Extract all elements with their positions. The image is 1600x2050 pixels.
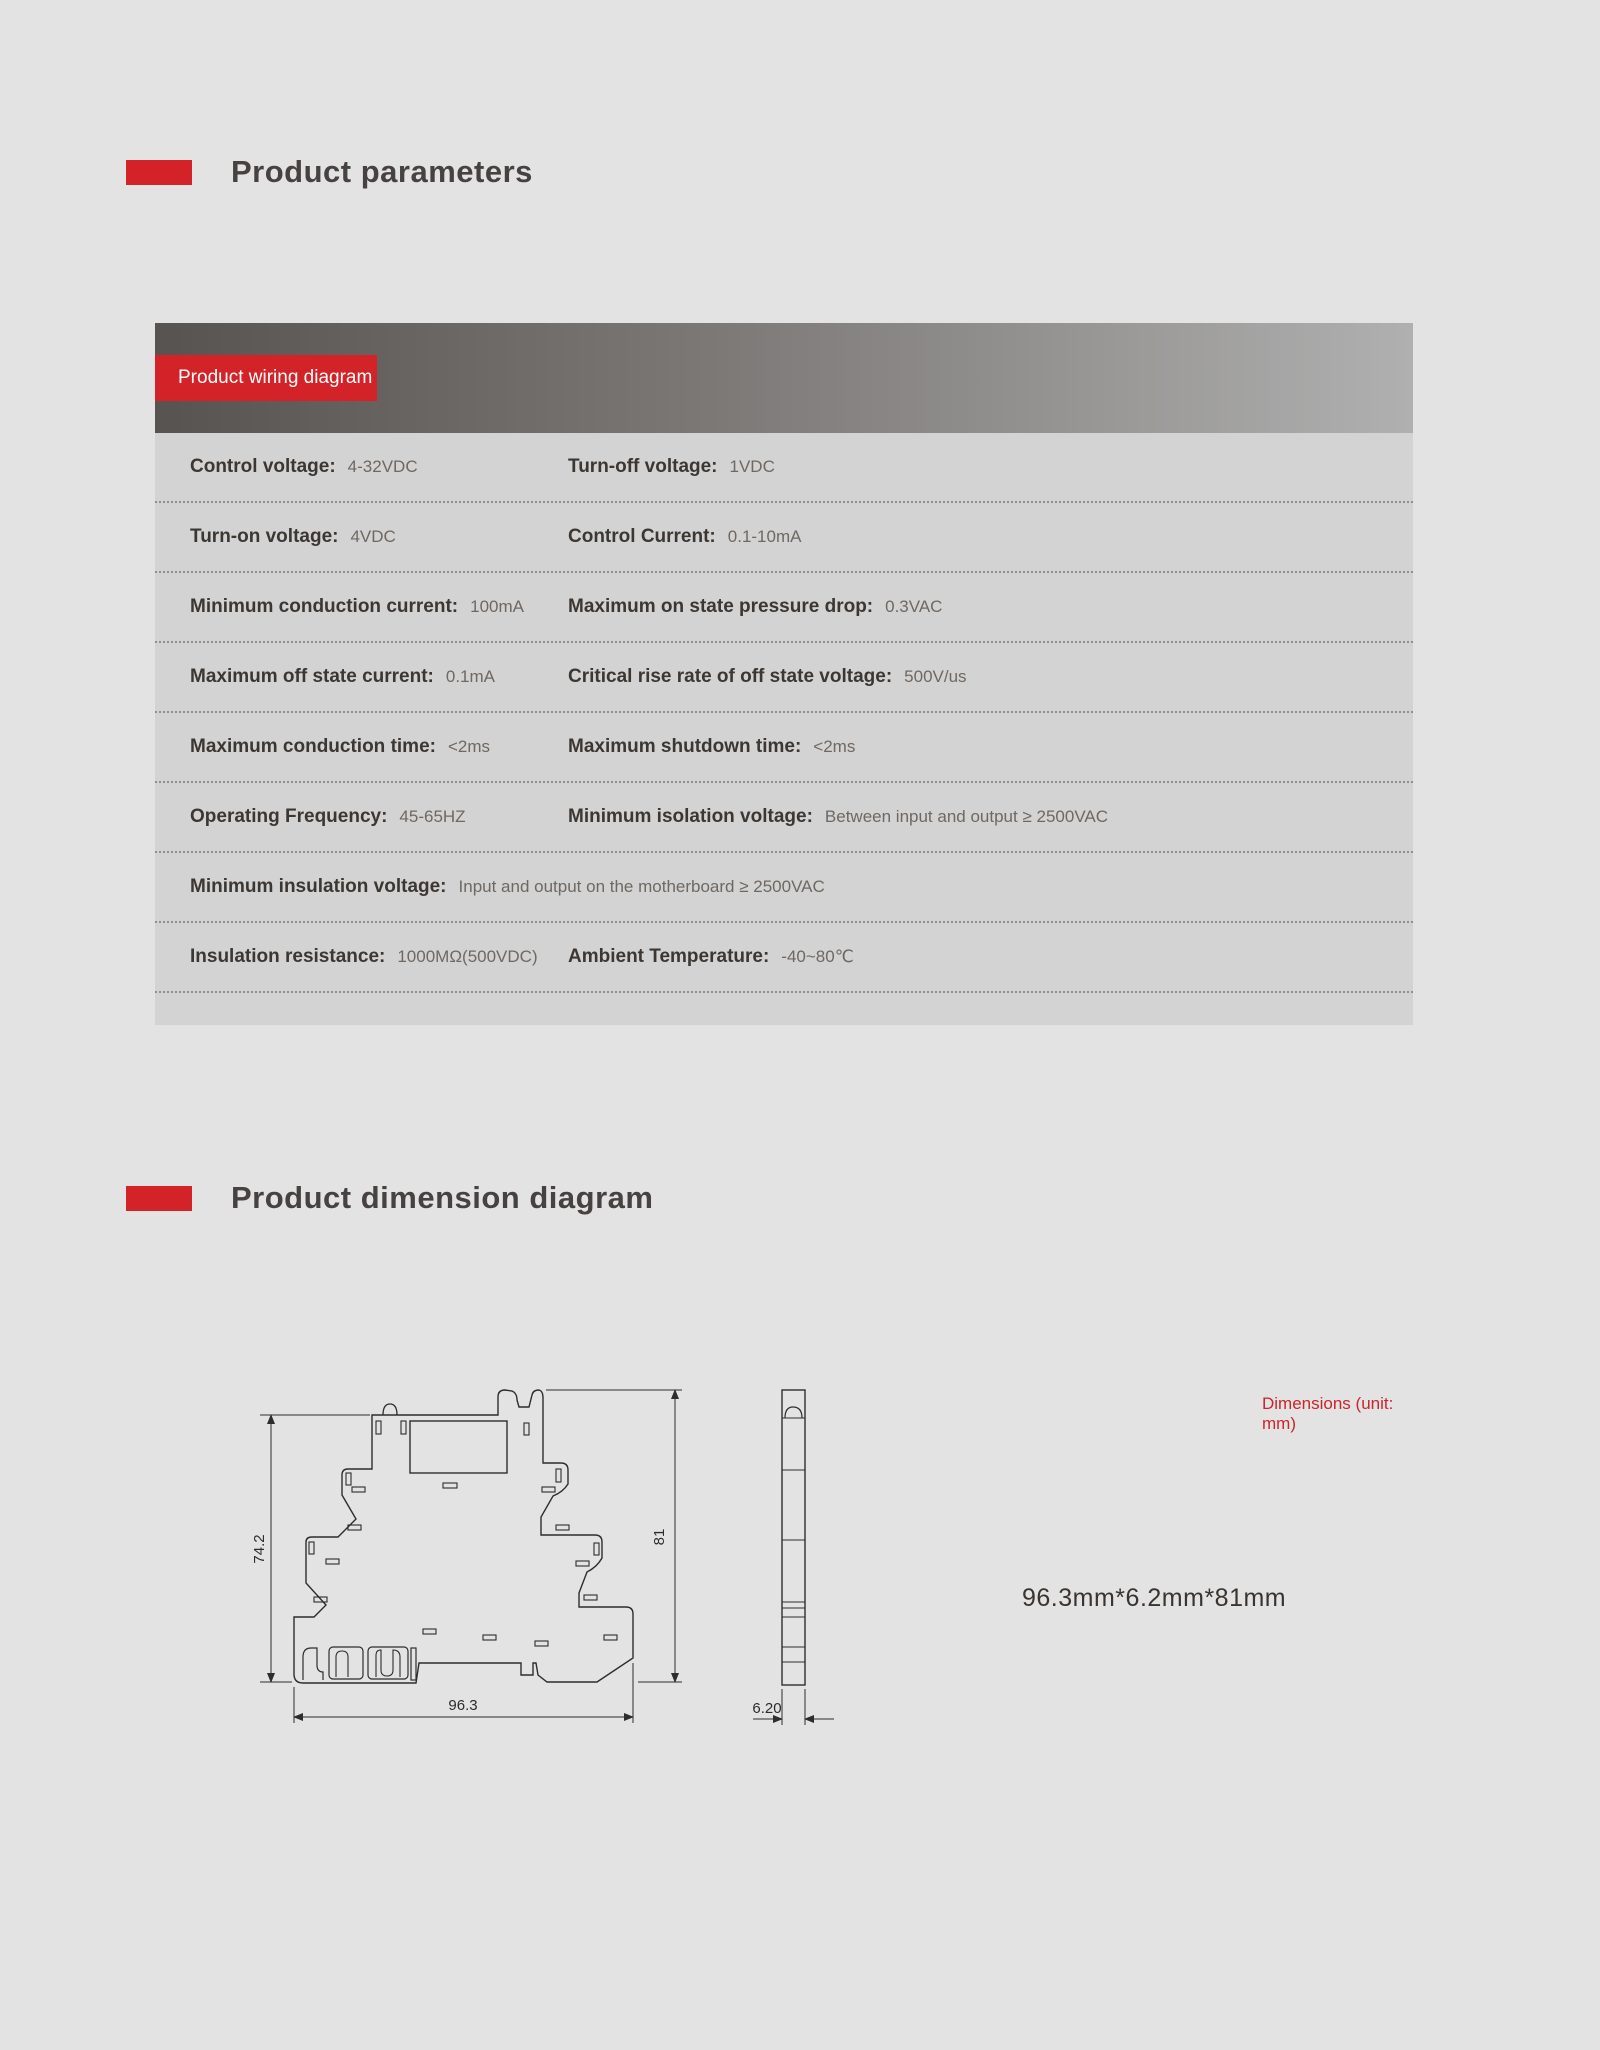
param-row [155, 503, 1413, 573]
parameters-section-heading [126, 154, 533, 190]
param-value: <2ms [447, 737, 491, 756]
param-label: Critical rise rate of off state voltage: [568, 666, 893, 687]
param-value: Input and output on the motherboard ≥ 2500VAC [458, 877, 825, 896]
param-value: 1000MΩ(500VDC) [397, 947, 538, 966]
dimension-drawing [190, 1345, 850, 1745]
dim-6-20 [752, 1689, 834, 1725]
side-view [782, 1390, 805, 1685]
dimension-section-heading [126, 1180, 653, 1216]
param-label: Control voltage: [190, 456, 336, 477]
param-row [155, 713, 1413, 783]
heading-accent-rect [126, 160, 192, 185]
dim-96-3 [294, 1663, 633, 1723]
param-label: Turn-on voltage: [190, 526, 339, 547]
param-label: Minimum conduction current: [190, 596, 459, 617]
param-row [155, 573, 1413, 643]
dim-total-height-label: 81 [651, 1528, 668, 1546]
dim-depth-label: 6.20 [752, 1700, 782, 1717]
dim-height-label: 74.2 [251, 1534, 268, 1564]
param-value: 0.1mA [445, 667, 496, 686]
param-label: Minimum insulation voltage: [190, 876, 447, 897]
param-label: Maximum shutdown time: [568, 736, 802, 757]
parameters-table [155, 323, 1413, 1025]
dimension-drawing-svg [190, 1345, 850, 1745]
param-row [155, 433, 1413, 503]
param-label: Maximum off state current: [190, 666, 434, 687]
param-row [155, 643, 1413, 713]
param-value: 0.1-10mA [727, 527, 802, 546]
dim-74-2 [251, 1415, 370, 1682]
param-label: Turn-off voltage: [568, 456, 718, 477]
parameters-table-header [155, 323, 1413, 433]
dimension-title: Product dimension diagram [231, 1180, 654, 1215]
param-label: Insulation resistance: [190, 946, 386, 967]
param-value: 4-32VDC [347, 457, 418, 476]
param-value: <2ms [813, 737, 856, 756]
dim-width-label: 96.3 [448, 1697, 478, 1714]
wiring-diagram-label: Product wiring diagram [155, 355, 377, 401]
param-label: Operating Frequency: [190, 806, 388, 827]
param-row [155, 853, 1413, 923]
param-value: 0.3VAC [885, 597, 943, 616]
param-label: Minimum isolation voltage: [568, 806, 813, 827]
overall-size-text: 96.3mm*6.2mm*81mm [1022, 1584, 1287, 1612]
param-value: Between input and output ≥ 2500VAC [824, 807, 1109, 826]
param-value: -40~80℃ [781, 947, 854, 966]
param-label: Control Current: [568, 526, 716, 547]
param-label: Maximum on state pressure drop: [568, 596, 874, 617]
param-value: 45-65HZ [399, 807, 466, 826]
dimensions-unit-note: Dimensions (unit: mm) [1262, 1394, 1394, 1433]
heading-accent-rect [126, 1186, 192, 1211]
param-value: 100mA [470, 597, 524, 616]
param-label: Maximum conduction time: [190, 736, 436, 757]
param-row [155, 783, 1413, 853]
param-label: Ambient Temperature: [568, 946, 770, 967]
dim-81 [546, 1390, 682, 1682]
param-value: 1VDC [729, 457, 775, 476]
param-value: 4VDC [350, 527, 396, 546]
front-view [294, 1390, 633, 1683]
param-row [155, 923, 1413, 993]
parameters-title: Product parameters [231, 154, 533, 189]
param-value: 500V/us [904, 667, 967, 686]
